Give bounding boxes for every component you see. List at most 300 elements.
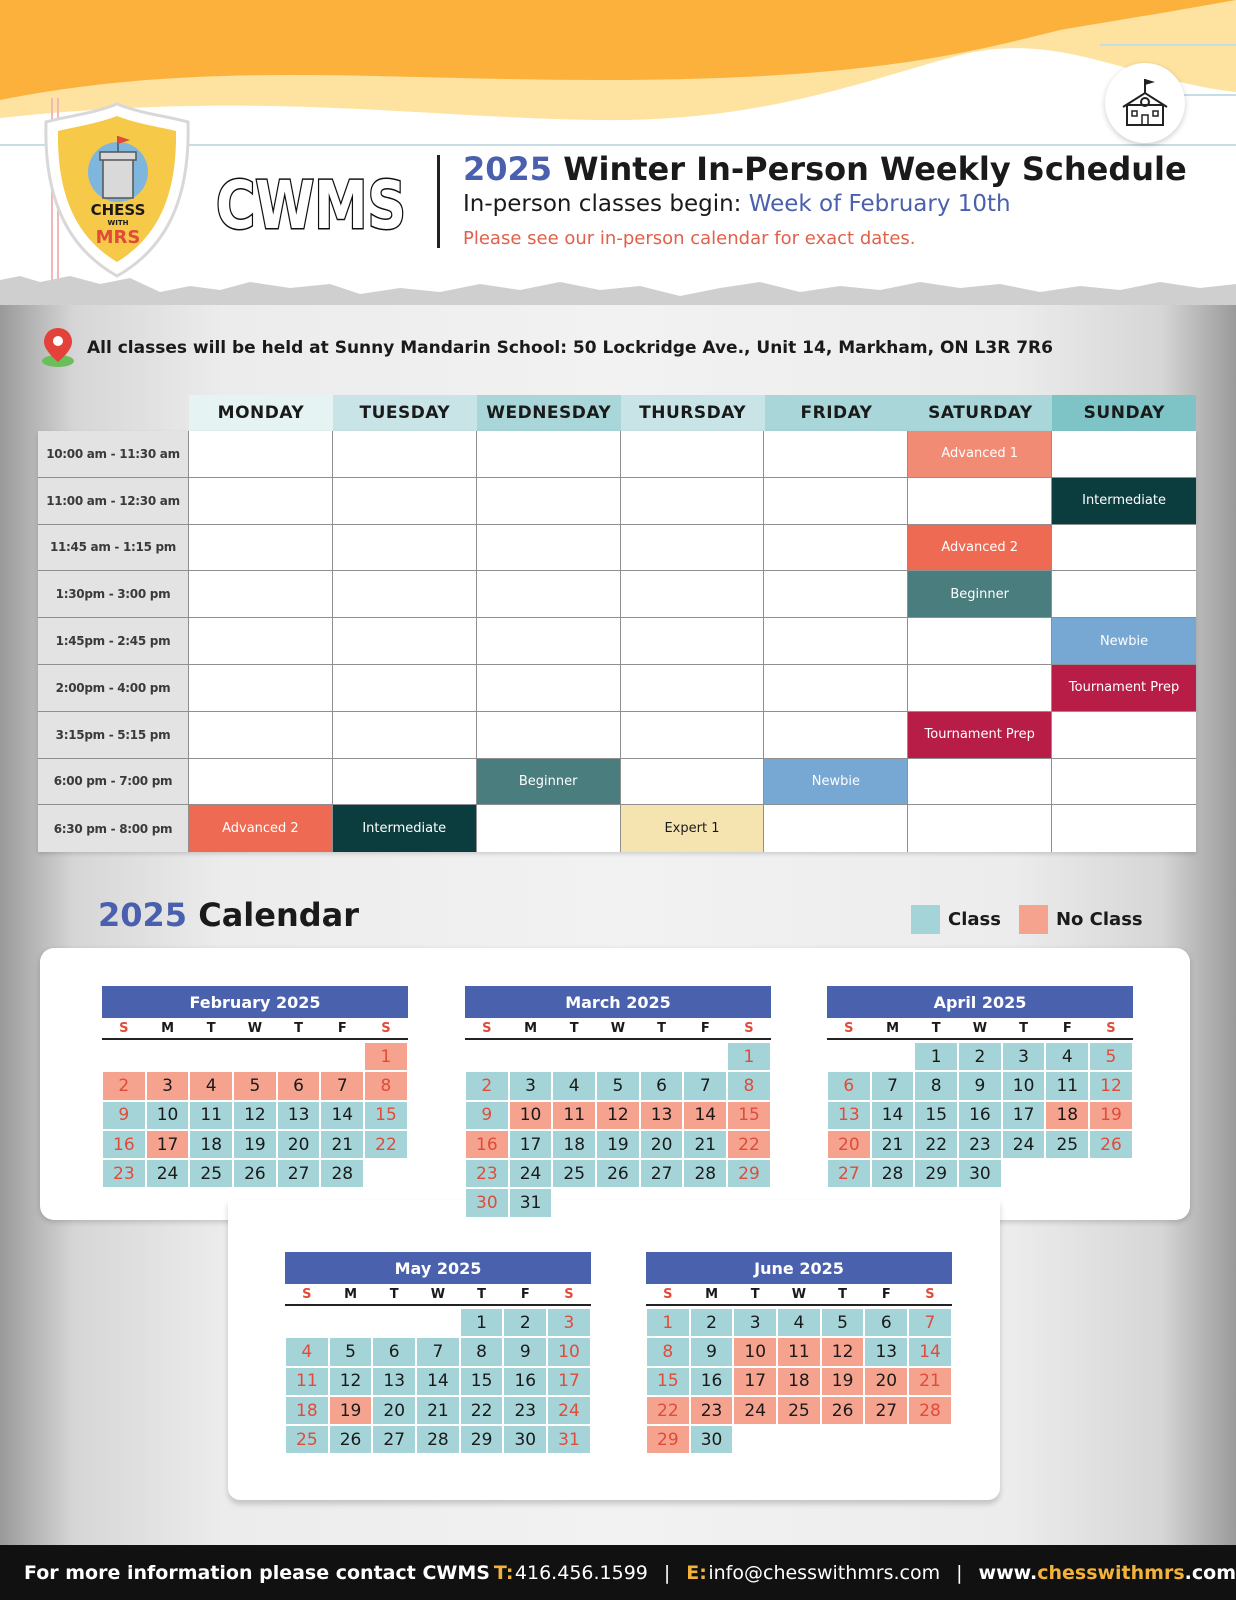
weekday-label: F <box>881 1287 891 1302</box>
weekday-label: T <box>294 1021 304 1036</box>
no-class-day: 21 <box>908 1367 952 1396</box>
class-day: 5 <box>1089 1042 1133 1071</box>
empty-slot <box>477 525 621 571</box>
class-day: 18 <box>189 1130 233 1159</box>
class-block: Newbie <box>1052 618 1196 664</box>
class-day: 7 <box>683 1071 727 1100</box>
time-slot-label: 3:15pm - 5:15 pm <box>38 712 189 758</box>
empty-slot <box>333 759 477 805</box>
weekday-label: M <box>524 1021 537 1036</box>
no-class-day: 1 <box>364 1042 408 1071</box>
class-day: 29 <box>727 1159 771 1188</box>
class-day: 7 <box>908 1308 952 1337</box>
class-day: 7 <box>871 1071 915 1100</box>
weekday-label: W <box>791 1287 807 1302</box>
day-header-saturday: SATURDAY <box>908 395 1052 431</box>
class-block: Tournament Prep <box>908 712 1052 758</box>
weekday-label: T <box>657 1021 667 1036</box>
class-day: 4 <box>777 1308 821 1337</box>
class-day: 13 <box>372 1367 416 1396</box>
class-day: 15 <box>914 1101 958 1130</box>
class-day: 18 <box>285 1396 329 1425</box>
time-slot-label: 6:30 pm - 8:00 pm <box>38 805 189 852</box>
location-pin-icon <box>40 326 76 372</box>
weekday-header <box>285 1284 591 1306</box>
class-day: 12 <box>329 1367 373 1396</box>
weekday-label: M <box>161 1021 174 1036</box>
no-class-day: 6 <box>277 1071 321 1100</box>
footer-phone[interactable]: 416.456.1599 <box>514 1561 648 1584</box>
empty-slot <box>764 665 908 711</box>
header-divider <box>437 155 440 248</box>
no-class-day: 25 <box>777 1396 821 1425</box>
no-class-day: 24 <box>733 1396 777 1425</box>
blank-day <box>465 1042 509 1071</box>
empty-slot <box>764 525 908 571</box>
no-class-day: 11 <box>777 1337 821 1366</box>
empty-slot <box>333 712 477 758</box>
schedule-grid <box>38 431 1196 852</box>
time-slot-label: 1:30pm - 3:00 pm <box>38 571 189 617</box>
website-domain: chesswithmrs <box>1037 1561 1185 1584</box>
no-class-day: 29 <box>646 1425 690 1454</box>
class-day: 31 <box>509 1188 553 1217</box>
class-day: 16 <box>958 1101 1002 1130</box>
class-day: 5 <box>821 1308 865 1337</box>
no-class-day: 12 <box>821 1337 865 1366</box>
footer-email[interactable]: info@chesswithmrs.com <box>708 1561 941 1584</box>
class-day: 17 <box>547 1367 591 1396</box>
no-class-day: 14 <box>683 1101 727 1130</box>
class-day: 21 <box>416 1396 460 1425</box>
legend-noclass-label: No Class <box>1055 909 1143 930</box>
blank-day <box>285 1308 329 1337</box>
schedule-row <box>38 618 1196 665</box>
weekday-label: M <box>705 1287 718 1302</box>
class-day: 3 <box>509 1071 553 1100</box>
no-class-day: 2 <box>102 1071 146 1100</box>
class-day: 10 <box>547 1337 591 1366</box>
class-day: 17 <box>1002 1101 1046 1130</box>
class-day: 14 <box>320 1101 364 1130</box>
empty-slot <box>1052 431 1196 477</box>
weekday-label: F <box>520 1287 530 1302</box>
blank-day <box>552 1042 596 1071</box>
blank-day <box>233 1042 277 1071</box>
class-day: 4 <box>552 1071 596 1100</box>
class-day: 10 <box>1002 1071 1046 1100</box>
weekday-label: T <box>206 1021 216 1036</box>
weekday-label: T <box>1019 1021 1029 1036</box>
class-day: 1 <box>914 1042 958 1071</box>
logo-with-text: WITH <box>107 219 129 227</box>
empty-slot <box>333 618 477 664</box>
footer-lead: For more information please contact CWMS <box>24 1561 490 1584</box>
empty-slot <box>1052 805 1196 852</box>
empty-slot <box>1052 571 1196 617</box>
class-day: 23 <box>503 1396 547 1425</box>
class-block: Beginner <box>908 571 1052 617</box>
footer-separator: | <box>663 1561 671 1584</box>
class-day: 5 <box>329 1337 373 1366</box>
day-header-thursday: THURSDAY <box>621 395 765 431</box>
class-block: Newbie <box>764 759 908 805</box>
class-day: 22 <box>364 1130 408 1159</box>
calendar-title-year: 2025 <box>98 896 188 934</box>
class-day: 2 <box>690 1308 734 1337</box>
weekday-label: F <box>700 1021 710 1036</box>
class-day: 30 <box>465 1188 509 1217</box>
empty-slot <box>908 759 1052 805</box>
empty-slot <box>333 525 477 571</box>
class-block: Intermediate <box>1052 478 1196 524</box>
empty-slot <box>333 665 477 711</box>
empty-slot <box>1052 759 1196 805</box>
empty-slot <box>189 618 333 664</box>
no-class-day: 23 <box>690 1396 734 1425</box>
class-day: 3 <box>733 1308 777 1337</box>
weekday-label: W <box>610 1021 626 1036</box>
empty-slot <box>477 431 621 477</box>
class-day: 1 <box>727 1042 771 1071</box>
weekday-label: T <box>838 1287 848 1302</box>
no-class-day: 7 <box>320 1071 364 1100</box>
logo-chess-text: CHESS <box>90 201 146 219</box>
start-date-line <box>463 191 1011 217</box>
class-day: 1 <box>646 1308 690 1337</box>
schedule-row <box>38 805 1196 852</box>
class-block: Intermediate <box>333 805 477 852</box>
day-grid <box>285 1306 591 1454</box>
empty-slot <box>764 805 908 852</box>
no-class-day: 19 <box>821 1367 865 1396</box>
chess-with-mrs-logo <box>42 100 192 280</box>
class-day: 8 <box>727 1071 771 1100</box>
no-class-day: 18 <box>777 1367 821 1396</box>
class-day: 16 <box>690 1367 734 1396</box>
weekday-label: W <box>430 1287 446 1302</box>
class-day: 26 <box>596 1159 640 1188</box>
class-day: 20 <box>372 1396 416 1425</box>
no-class-day: 11 <box>552 1101 596 1130</box>
class-block: Expert 1 <box>621 805 765 852</box>
footer-email-label: E: <box>686 1561 707 1584</box>
month-calendar <box>465 986 771 1218</box>
class-day: 16 <box>102 1130 146 1159</box>
logo-mrs-text: MRS <box>95 227 141 248</box>
no-class-day: 19 <box>329 1396 373 1425</box>
month-title: March 2025 <box>465 986 771 1018</box>
empty-slot <box>477 478 621 524</box>
class-day: 2 <box>503 1308 547 1337</box>
blank-day <box>146 1042 190 1071</box>
class-day: 9 <box>503 1337 547 1366</box>
empty-slot <box>764 431 908 477</box>
class-day: 4 <box>285 1337 329 1366</box>
empty-slot <box>189 525 333 571</box>
empty-slot <box>621 665 765 711</box>
class-day: 20 <box>277 1130 321 1159</box>
class-day: 1 <box>460 1308 504 1337</box>
class-day: 17 <box>509 1130 553 1159</box>
class-day: 30 <box>690 1425 734 1454</box>
calendar-title <box>98 896 359 934</box>
calendar-legend <box>911 905 1161 934</box>
header <box>0 0 1236 305</box>
month-title: June 2025 <box>646 1252 952 1284</box>
class-day: 8 <box>460 1337 504 1366</box>
blank-day <box>320 1042 364 1071</box>
no-class-day: 20 <box>864 1367 908 1396</box>
class-day: 29 <box>460 1425 504 1454</box>
time-slot-label: 11:45 am - 1:15 pm <box>38 525 189 571</box>
blank-day <box>827 1042 871 1071</box>
class-day: 6 <box>372 1337 416 1366</box>
weekday-label: S <box>302 1287 312 1302</box>
class-day: 11 <box>1045 1071 1089 1100</box>
class-block: Advanced 2 <box>908 525 1052 571</box>
class-day: 3 <box>1002 1042 1046 1071</box>
page-title <box>463 150 1187 188</box>
class-block: Tournament Prep <box>1052 665 1196 711</box>
empty-slot <box>908 478 1052 524</box>
blank-day <box>102 1042 146 1071</box>
class-day: 24 <box>1002 1130 1046 1159</box>
class-day: 8 <box>646 1337 690 1366</box>
empty-slot <box>908 665 1052 711</box>
class-day: 15 <box>364 1101 408 1130</box>
weekday-label: S <box>564 1287 574 1302</box>
empty-slot <box>621 525 765 571</box>
day-grid <box>465 1040 771 1218</box>
empty-slot <box>621 478 765 524</box>
class-day: 9 <box>690 1337 734 1366</box>
class-day: 25 <box>189 1159 233 1188</box>
legend-noclass-swatch <box>1019 905 1048 934</box>
class-day: 13 <box>277 1101 321 1130</box>
weekday-label: S <box>925 1287 935 1302</box>
no-class-day: 10 <box>509 1101 553 1130</box>
blank-day <box>277 1042 321 1071</box>
weekday-label: M <box>344 1287 357 1302</box>
schedule-row <box>38 571 1196 618</box>
class-day: 27 <box>372 1425 416 1454</box>
blank-day <box>683 1042 727 1071</box>
start-date-value: Week of February 10th <box>748 191 1011 217</box>
class-day: 12 <box>1089 1071 1133 1100</box>
class-day: 28 <box>320 1159 364 1188</box>
class-day: 11 <box>285 1367 329 1396</box>
blank-day <box>416 1308 460 1337</box>
empty-slot <box>764 618 908 664</box>
class-day: 9 <box>958 1071 1002 1100</box>
no-class-day: 27 <box>864 1396 908 1425</box>
class-day: 16 <box>503 1367 547 1396</box>
no-class-day: 3 <box>146 1071 190 1100</box>
footer-separator: | <box>956 1561 963 1584</box>
weekday-label: M <box>886 1021 899 1036</box>
no-class-day: 28 <box>908 1396 952 1425</box>
month-calendar <box>646 1252 952 1454</box>
class-day: 24 <box>509 1159 553 1188</box>
brand-text: CWMS <box>216 167 406 244</box>
class-day: 21 <box>683 1130 727 1159</box>
empty-slot <box>764 712 908 758</box>
no-class-day: 19 <box>1089 1101 1133 1130</box>
class-day: 15 <box>646 1367 690 1396</box>
empty-slot <box>189 759 333 805</box>
empty-slot <box>189 712 333 758</box>
class-day: 7 <box>416 1337 460 1366</box>
empty-slot <box>477 571 621 617</box>
class-day: 8 <box>914 1071 958 1100</box>
no-class-day: 13 <box>640 1101 684 1130</box>
blank-day <box>640 1042 684 1071</box>
time-slot-label: 10:00 am - 11:30 am <box>38 431 189 477</box>
time-slot-label: 1:45pm - 2:45 pm <box>38 618 189 664</box>
no-class-day: 18 <box>1045 1101 1089 1130</box>
month-title: February 2025 <box>102 986 408 1018</box>
empty-slot <box>621 618 765 664</box>
brand-logo <box>212 162 412 246</box>
empty-slot <box>764 478 908 524</box>
empty-slot <box>908 805 1052 852</box>
empty-slot <box>333 431 477 477</box>
no-class-day: 17 <box>146 1130 190 1159</box>
class-day: 23 <box>465 1159 509 1188</box>
class-day: 4 <box>1045 1042 1089 1071</box>
class-day: 14 <box>908 1337 952 1366</box>
class-day: 23 <box>102 1159 146 1188</box>
schedule-row <box>38 712 1196 759</box>
time-slot-label: 2:00pm - 4:00 pm <box>38 665 189 711</box>
class-day: 11 <box>189 1101 233 1130</box>
legend-class-swatch <box>911 905 940 934</box>
no-class-day: 16 <box>465 1130 509 1159</box>
class-day: 24 <box>547 1396 591 1425</box>
blank-day <box>596 1042 640 1071</box>
empty-slot <box>189 571 333 617</box>
class-day: 6 <box>640 1071 684 1100</box>
weekday-label: W <box>972 1021 988 1036</box>
no-class-day: 8 <box>364 1071 408 1100</box>
empty-slot <box>189 665 333 711</box>
class-day: 10 <box>146 1101 190 1130</box>
day-header-sunday: SUNDAY <box>1052 395 1196 431</box>
class-location: All classes will be held at Sunny Mandarin School: 50 Lockridge Ave., Unit 14, Markham, ON L3R 7R6 <box>87 338 1053 358</box>
no-class-day: 22 <box>646 1396 690 1425</box>
class-day: 14 <box>871 1101 915 1130</box>
title-text: Winter In-Person Weekly Schedule <box>563 150 1187 188</box>
weekday-label: T <box>750 1287 760 1302</box>
schedule-row <box>38 431 1196 478</box>
day-header-tuesday: TUESDAY <box>333 395 477 431</box>
class-day: 27 <box>640 1159 684 1188</box>
schedule-row <box>38 478 1196 525</box>
no-class-day: 12 <box>596 1101 640 1130</box>
weekday-label: F <box>337 1021 347 1036</box>
blank-day <box>871 1042 915 1071</box>
no-class-day: 26 <box>821 1396 865 1425</box>
class-day: 28 <box>871 1159 915 1188</box>
class-day: 26 <box>233 1159 277 1188</box>
no-class-day: 22 <box>727 1130 771 1159</box>
weekday-header <box>646 1284 952 1306</box>
weekday-label: F <box>1062 1021 1072 1036</box>
class-day: 5 <box>596 1071 640 1100</box>
class-block: Beginner <box>477 759 621 805</box>
weekday-label: S <box>844 1021 854 1036</box>
class-day: 6 <box>827 1071 871 1100</box>
no-class-day: 15 <box>727 1101 771 1130</box>
start-date-label: In-person classes begin: <box>463 191 742 217</box>
empty-slot <box>189 478 333 524</box>
class-day: 21 <box>871 1130 915 1159</box>
day-header-friday: FRIDAY <box>765 395 909 431</box>
empty-slot <box>621 712 765 758</box>
weekday-label: T <box>477 1287 487 1302</box>
no-class-day: 20 <box>827 1130 871 1159</box>
class-day: 26 <box>1089 1130 1133 1159</box>
no-class-day: 5 <box>233 1071 277 1100</box>
legend-class-label: Class <box>948 909 1001 930</box>
empty-slot <box>621 571 765 617</box>
weekday-label: S <box>663 1287 673 1302</box>
empty-slot <box>908 618 1052 664</box>
weekday-label: W <box>247 1021 263 1036</box>
empty-slot <box>333 571 477 617</box>
empty-slot <box>621 759 765 805</box>
time-slot-label: 6:00 pm - 7:00 pm <box>38 759 189 805</box>
class-day: 9 <box>465 1101 509 1130</box>
blank-day <box>329 1308 373 1337</box>
month-title: April 2025 <box>827 986 1133 1018</box>
website-suffix: .com <box>1184 1561 1236 1584</box>
class-block: Advanced 1 <box>908 431 1052 477</box>
class-day: 25 <box>552 1159 596 1188</box>
footer-website[interactable] <box>979 1562 1236 1584</box>
class-day: 28 <box>416 1425 460 1454</box>
empty-slot <box>477 712 621 758</box>
day-header-wednesday: WEDNESDAY <box>477 395 621 431</box>
month-calendar <box>102 986 408 1188</box>
class-day: 30 <box>958 1159 1002 1188</box>
class-day: 9 <box>102 1101 146 1130</box>
empty-slot <box>764 571 908 617</box>
empty-slot <box>1052 712 1196 758</box>
class-day: 29 <box>914 1159 958 1188</box>
calendar-note: Please see our in-person calendar for exact dates. <box>463 228 916 249</box>
blank-day <box>189 1042 233 1071</box>
website-prefix: www. <box>978 1561 1038 1584</box>
day-grid <box>102 1040 408 1188</box>
weekday-label: T <box>389 1287 399 1302</box>
empty-slot <box>477 665 621 711</box>
no-class-day: 17 <box>733 1367 777 1396</box>
contact-footer <box>0 1545 1236 1600</box>
weekday-label: S <box>482 1021 492 1036</box>
class-day: 31 <box>547 1425 591 1454</box>
class-day: 20 <box>640 1130 684 1159</box>
class-day: 19 <box>596 1130 640 1159</box>
class-day: 18 <box>552 1130 596 1159</box>
class-day: 3 <box>547 1308 591 1337</box>
weekday-label: T <box>569 1021 579 1036</box>
class-day: 2 <box>958 1042 1002 1071</box>
footer-phone-label: T: <box>493 1561 514 1584</box>
class-day: 27 <box>827 1159 871 1188</box>
blank-day <box>372 1308 416 1337</box>
